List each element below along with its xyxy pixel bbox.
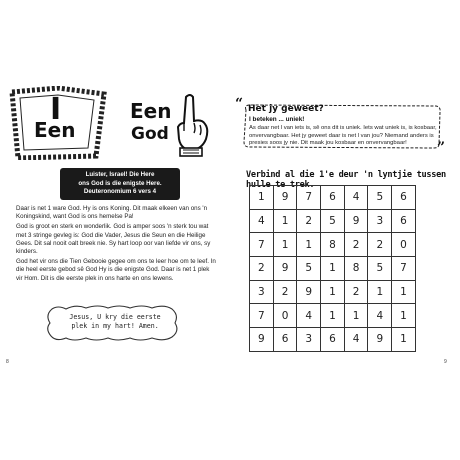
grid-cell[interactable]: 4	[297, 304, 321, 328]
body-paragraph: God is groot en sterk en wonderlik. God is amper soos 'n sterk tou wat met 3 stringe gevleg is: God die Vader, Jesus die Seun en die Heilige Gees. Dit sal nooit oalt breek nie. Sy hart loop oor van liefde vir ons, sy kinders.	[16, 223, 211, 256]
grid-cell[interactable]: 9	[273, 186, 297, 210]
grid-cell[interactable]: 2	[344, 280, 368, 304]
grid-row	[250, 233, 416, 257]
page-number-left: 8	[6, 359, 9, 365]
grid-cell[interactable]: 9	[344, 209, 368, 233]
body-text	[16, 205, 216, 285]
grid-row	[250, 209, 416, 233]
grid-cell[interactable]: 2	[273, 280, 297, 304]
grid-cell[interactable]: 6	[321, 328, 345, 352]
grid-cell[interactable]: 7	[250, 304, 274, 328]
grid-cell[interactable]: 1	[297, 233, 321, 257]
verse-line-1: Luister, Israel! Die Here	[85, 171, 155, 179]
grid-cell[interactable]: 5	[297, 257, 321, 281]
grid-cell[interactable]: 6	[321, 186, 345, 210]
callout-title: Het jy geweet?	[248, 104, 324, 114]
grid-cell[interactable]: 0	[392, 233, 416, 257]
grid-cell[interactable]: 5	[368, 257, 392, 281]
number-grid	[249, 185, 416, 352]
grid-row	[250, 280, 416, 304]
grid-cell[interactable]: 7	[297, 186, 321, 210]
grid-cell[interactable]: 0	[273, 304, 297, 328]
grid-cell[interactable]: 3	[250, 280, 274, 304]
grid-cell[interactable]: 3	[297, 328, 321, 352]
heading-een-stamp: Een	[34, 118, 76, 142]
grid-cell[interactable]: 9	[368, 328, 392, 352]
body-paragraph: God het vir ons die Tien Gebooie gegee om ons te leer hoe om te leef. In die heel eerste gebod sê God Hy is die enigste God. Daar is net 1 plek vir Hom. Dit is die eerste plek in ons harte en ons lewens.	[16, 258, 216, 282]
grid-cell[interactable]: 3	[368, 209, 392, 233]
grid-cell[interactable]: 5	[321, 209, 345, 233]
grid-cell[interactable]: 7	[392, 257, 416, 281]
grid-cell[interactable]: 1	[250, 186, 274, 210]
grid-cell[interactable]: 1	[392, 328, 416, 352]
grid-cell[interactable]: 2	[368, 233, 392, 257]
grid-cell[interactable]: 8	[321, 233, 345, 257]
grid-cell[interactable]: 7	[250, 233, 274, 257]
prayer-line-2: plek in my hart! Amen.	[71, 322, 159, 330]
quote-open-icon: “	[235, 96, 244, 112]
grid-cell[interactable]: 1	[368, 280, 392, 304]
grid-cell[interactable]: 4	[368, 304, 392, 328]
grid-cell[interactable]: 1	[392, 304, 416, 328]
grid-cell[interactable]: 4	[344, 186, 368, 210]
grid-cell[interactable]: 9	[297, 280, 321, 304]
grid-cell[interactable]: 4	[344, 328, 368, 352]
grid-row	[250, 328, 416, 352]
verse-banner	[60, 168, 180, 200]
heading-i: I	[50, 92, 63, 127]
grid-cell[interactable]: 6	[273, 328, 297, 352]
grid-cell[interactable]: 2	[344, 233, 368, 257]
grid-cell[interactable]: 1	[321, 257, 345, 281]
grid-cell[interactable]: 6	[392, 209, 416, 233]
grid-cell[interactable]: 6	[392, 186, 416, 210]
grid-cell[interactable]: 8	[344, 257, 368, 281]
verse-line-2: ons God is die enigste Here.	[78, 179, 162, 187]
callout-subtitle: I beteken ... uniek!	[249, 116, 305, 123]
grid-cell[interactable]: 9	[273, 257, 297, 281]
grid-cell[interactable]: 1	[273, 233, 297, 257]
grid-cell[interactable]: 1	[344, 304, 368, 328]
prayer-line-1: Jesus, U kry die eerste	[69, 313, 161, 321]
grid-cell[interactable]: 1	[321, 304, 345, 328]
grid-row	[250, 304, 416, 328]
grid-row	[250, 186, 416, 210]
grid-cell[interactable]: 5	[368, 186, 392, 210]
quote-close-icon: ”	[437, 140, 446, 156]
heading-een: Een	[130, 99, 172, 123]
grid-cell[interactable]: 2	[250, 257, 274, 281]
body-paragraph: Daar is net 1 ware God. Hy is ons Koning. Dit maak elkeen van ons 'n Koningskind, want God is ons hemelse Pa!	[16, 205, 208, 221]
grid-row	[250, 257, 416, 281]
verse-reference: Deuteronomium 6 vers 4	[83, 188, 157, 196]
pointing-hand-icon	[172, 93, 212, 157]
grid-cell[interactable]: 1	[392, 280, 416, 304]
grid-cell[interactable]: 1	[321, 280, 345, 304]
grid-cell[interactable]: 9	[250, 328, 274, 352]
grid-cell[interactable]: 4	[250, 209, 274, 233]
heading-god: God	[131, 124, 169, 144]
grid-cell[interactable]: 2	[297, 209, 321, 233]
puzzle-instruction: Verbind al die 1'e deur 'n lyntjie tussen hulle te trek.	[246, 170, 446, 190]
grid-cell[interactable]: 1	[273, 209, 297, 233]
page-number-right: 9	[444, 359, 447, 365]
prayer-text	[60, 313, 170, 331]
callout-body: As daar net l van iets is, sê ons dit is uniek. Iets wat uniek is, is kosbaar, onvervangbaar. Het jy geweet daar is net l van jou? Niemand anders is presies soos jy nie. Dit maak jou kosbaar en onvervangbaar!	[249, 125, 437, 147]
